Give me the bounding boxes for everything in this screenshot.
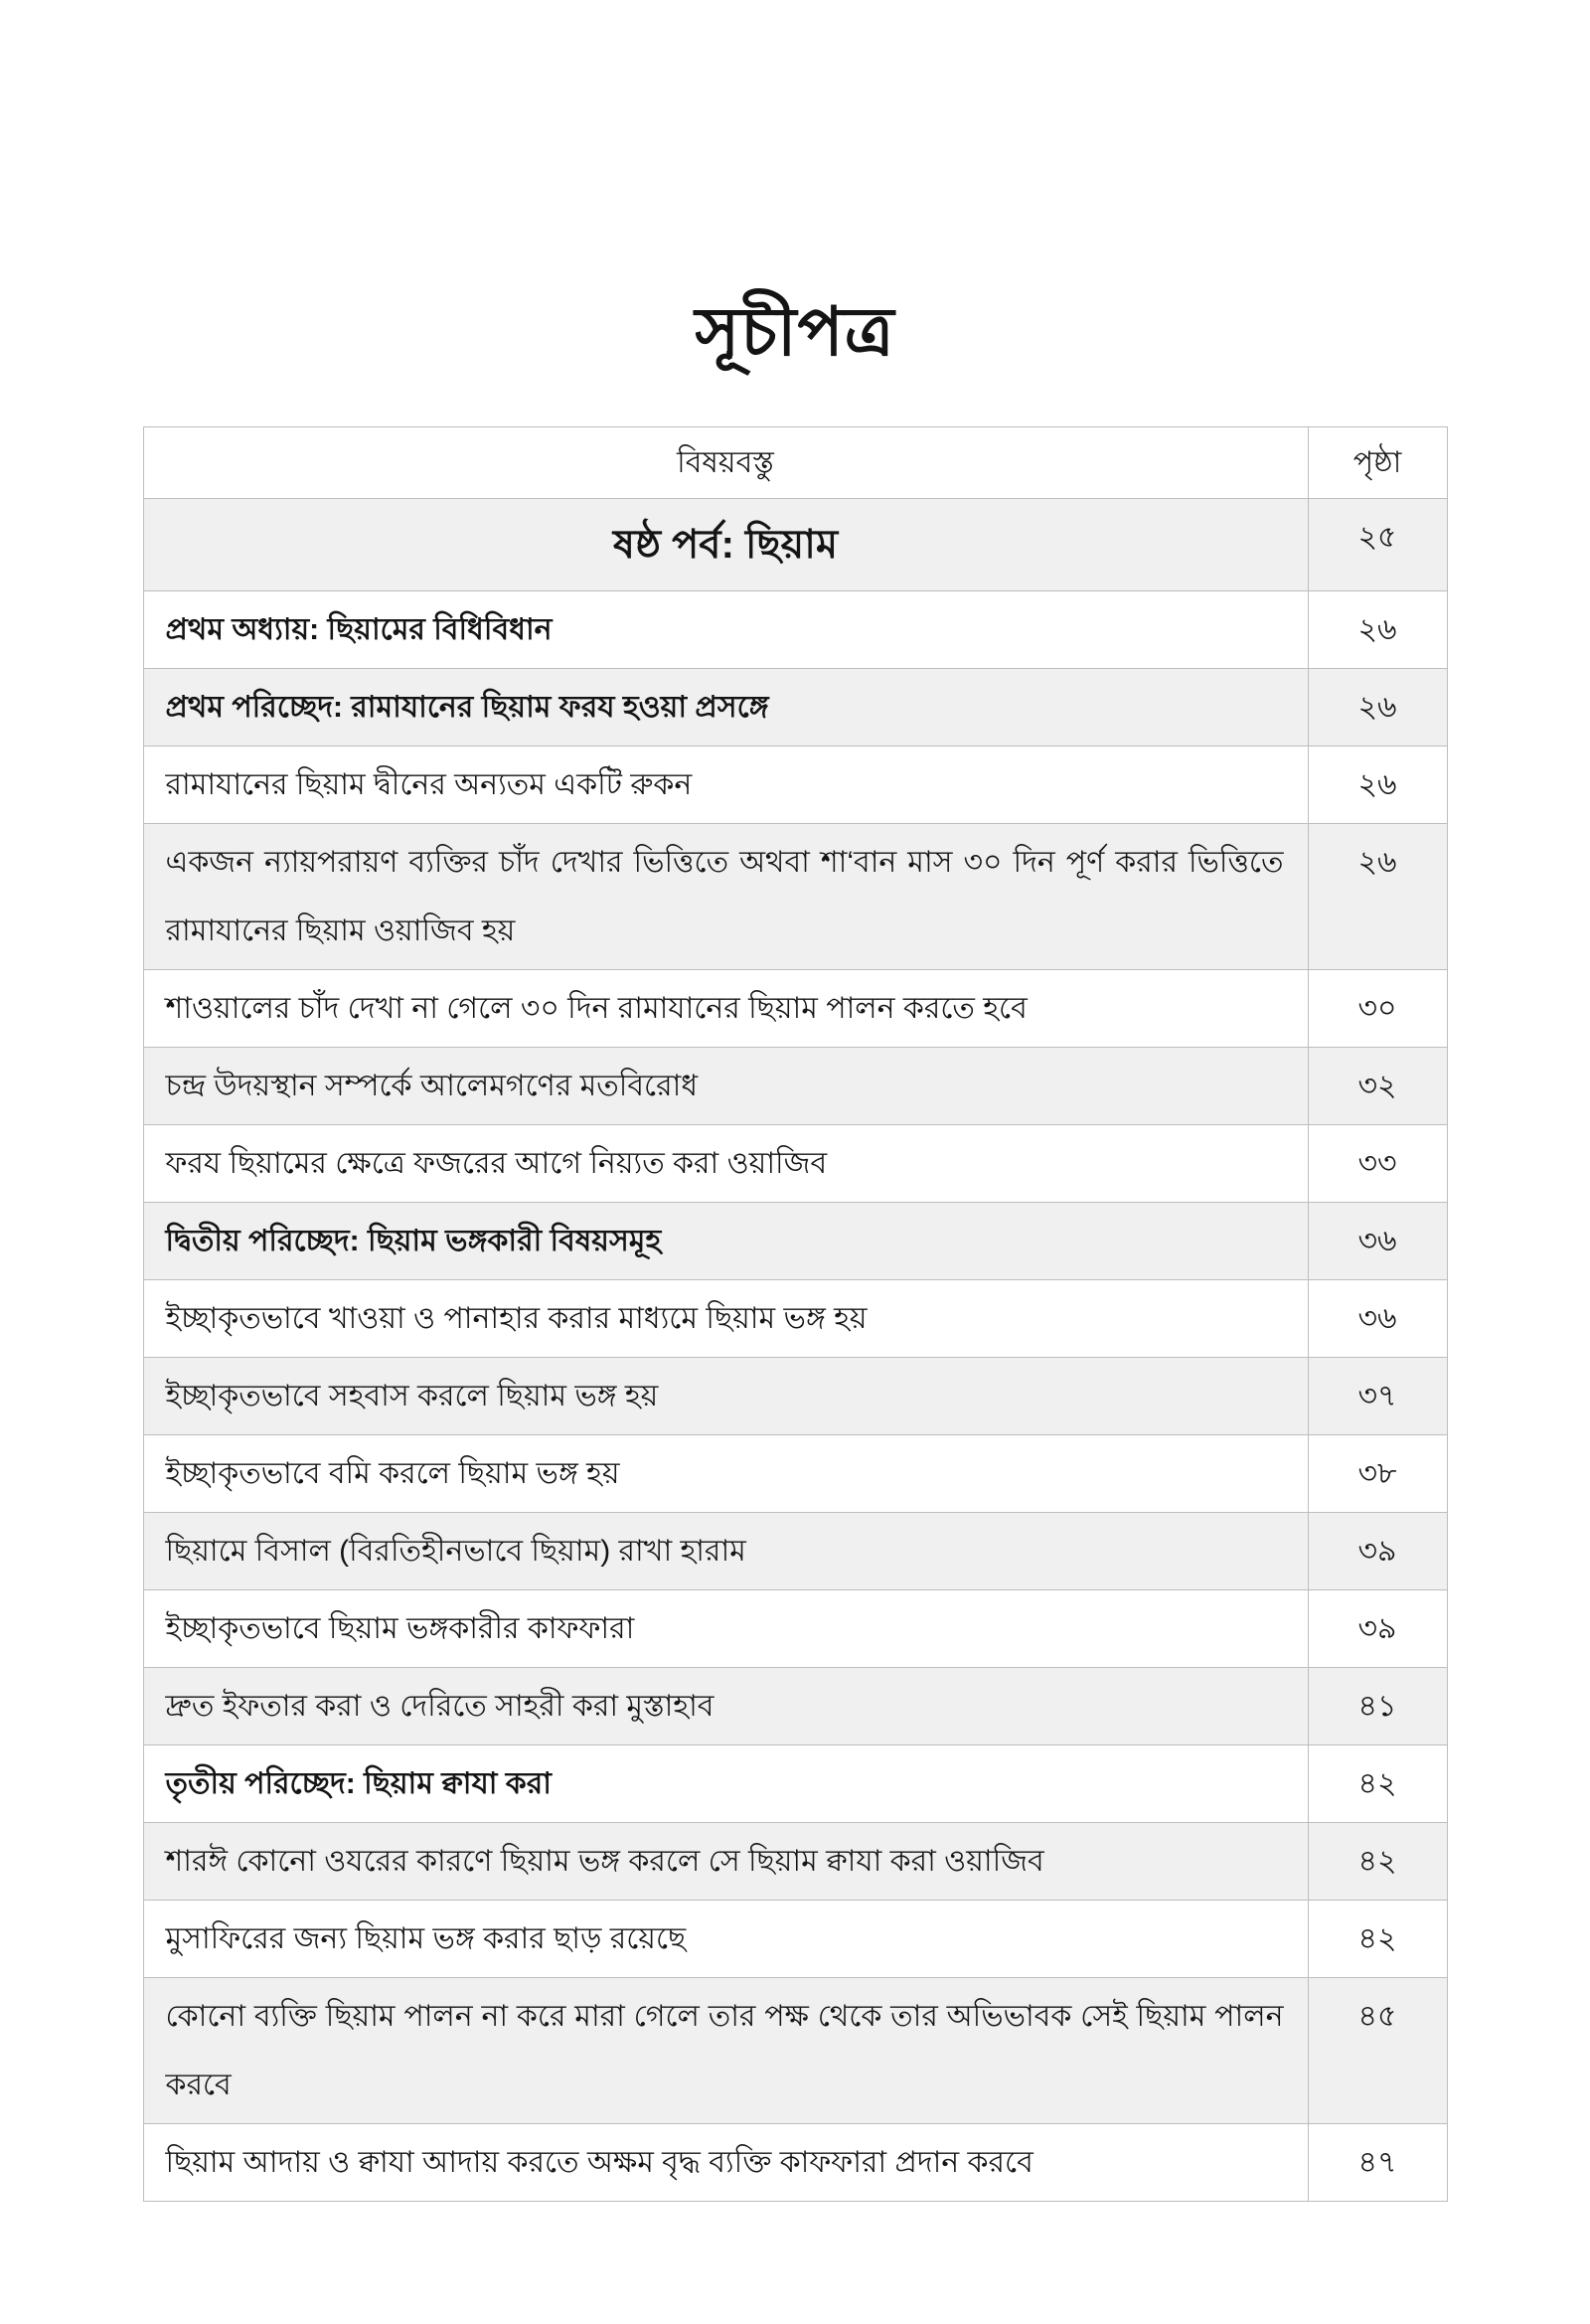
toc-item-text: প্রথম অধ্যায়: ছিয়ামের বিধিবিধান — [143, 591, 1308, 669]
toc-row — [143, 1125, 1447, 1203]
toc-row — [143, 1823, 1447, 1901]
toc-item-text: ফরয ছিয়ামের ক্ষেত্রে ফজরের আগে নিয়্যত করা ওয়াজিব — [143, 1125, 1308, 1203]
toc-table-header — [143, 427, 1447, 499]
toc-page-number: ৪৭ — [1308, 2124, 1447, 2202]
toc-page-number: ৩০ — [1308, 970, 1447, 1048]
toc-page-number: ৪১ — [1308, 1668, 1447, 1745]
column-header-content: বিষয়বস্তু — [143, 427, 1308, 499]
toc-page-number: ৪২ — [1308, 1745, 1447, 1823]
toc-page-number: ২৬ — [1308, 669, 1447, 747]
toc-item-text: ষষ্ঠ পর্ব: ছিয়াম — [143, 499, 1308, 591]
toc-row — [143, 1901, 1447, 1978]
toc-header-row — [143, 427, 1447, 499]
toc-row — [143, 1280, 1447, 1358]
toc-item-text: মুসাফিরের জন্য ছিয়াম ভঙ্গ করার ছাড় রয়েছে — [143, 1901, 1308, 1978]
toc-row — [143, 1668, 1447, 1745]
toc-row — [143, 1048, 1447, 1125]
toc-row — [143, 970, 1447, 1048]
toc-item-text: দ্রুত ইফতার করা ও দেরিতে সাহরী করা মুস্তাহাব — [143, 1668, 1308, 1745]
toc-table-body — [143, 499, 1447, 2202]
toc-item-text: কোনো ব্যক্তি ছিয়াম পালন না করে মারা গেলে তার পক্ষ থেকে তার অভিভাবক সেই ছিয়াম পালন করবে — [143, 1978, 1308, 2124]
toc-row — [143, 747, 1447, 824]
toc-row — [143, 1745, 1447, 1823]
toc-page-number: ৩৯ — [1308, 1513, 1447, 1590]
toc-item-text: ইচ্ছাকৃতভাবে ছিয়াম ভঙ্গকারীর কাফফারা — [143, 1590, 1308, 1668]
toc-item-text: দ্বিতীয় পরিচ্ছেদ: ছিয়াম ভঙ্গকারী বিষয়সমূহ — [143, 1203, 1308, 1280]
toc-page-number: ৩২ — [1308, 1048, 1447, 1125]
toc-row — [143, 824, 1447, 970]
toc-row — [143, 1513, 1447, 1590]
toc-page-number: ২৬ — [1308, 747, 1447, 824]
toc-row — [143, 1590, 1447, 1668]
toc-row — [143, 499, 1447, 591]
toc-item-text: ছিয়াম আদায় ও ক্বাযা আদায় করতে অক্ষম বৃদ্ধ ব্যক্তি কাফফারা প্রদান করবে — [143, 2124, 1308, 2202]
toc-row — [143, 669, 1447, 747]
page-title: সূচীপত্র — [695, 294, 895, 370]
column-header-page: পৃষ্ঠা — [1308, 427, 1447, 499]
toc-item-text: শাওয়ালের চাঁদ দেখা না গেলে ৩০ দিন রামাযানের ছিয়াম পালন করতে হবে — [143, 970, 1308, 1048]
toc-row — [143, 1203, 1447, 1280]
toc-page-number: ৩৯ — [1308, 1590, 1447, 1668]
toc-row — [143, 1978, 1447, 2124]
toc-row — [143, 2124, 1447, 2202]
toc-page-number: ৪২ — [1308, 1901, 1447, 1978]
toc-item-text: চন্দ্র উদয়স্থান সম্পর্কে আলেমগণের মতবিরোধ — [143, 1048, 1308, 1125]
toc-row — [143, 591, 1447, 669]
toc-item-text: ইচ্ছাকৃতভাবে খাওয়া ও পানাহার করার মাধ্যমে ছিয়াম ভঙ্গ হয় — [143, 1280, 1308, 1358]
toc-table — [143, 426, 1448, 2202]
toc-page-number: ৪৫ — [1308, 1978, 1447, 2124]
toc-item-text: একজন ন্যায়পরায়ণ ব্যক্তির চাঁদ দেখার ভিত্তিতে অথবা শা‘বান মাস ৩০ দিন পূর্ণ করার ভিত্তিতে রামাযানের ছিয়াম ওয়াজিব হয় — [143, 824, 1308, 970]
toc-page-number: ৩৭ — [1308, 1358, 1447, 1435]
toc-page-number: ৩৬ — [1308, 1280, 1447, 1358]
toc-page-number: ৩৬ — [1308, 1203, 1447, 1280]
toc-item-text: শারঈ কোনো ওযরের কারণে ছিয়াম ভঙ্গ করলে সে ছিয়াম ক্বাযা করা ওয়াজিব — [143, 1823, 1308, 1901]
toc-page-number: ৪২ — [1308, 1823, 1447, 1901]
toc-row — [143, 1435, 1447, 1513]
toc-item-text: ইচ্ছাকৃতভাবে সহবাস করলে ছিয়াম ভঙ্গ হয় — [143, 1358, 1308, 1435]
toc-page-number: ২৫ — [1308, 499, 1447, 591]
toc-item-text: প্রথম পরিচ্ছেদ: রামাযানের ছিয়াম ফরয হওয়া প্রসঙ্গে — [143, 669, 1308, 747]
toc-item-text: ছিয়ামে বিসাল (বিরতিহীনভাবে ছিয়াম) রাখা হারাম — [143, 1513, 1308, 1590]
toc-page-number: ৩৮ — [1308, 1435, 1447, 1513]
toc-item-text: তৃতীয় পরিচ্ছেদ: ছিয়াম ক্বাযা করা — [143, 1745, 1308, 1823]
toc-page-number: ২৬ — [1308, 824, 1447, 970]
toc-page-number: ২৬ — [1308, 591, 1447, 669]
toc-row — [143, 1358, 1447, 1435]
toc-item-text: রামাযানের ছিয়াম দ্বীনের অন্যতম একটি রুকন — [143, 747, 1308, 824]
toc-item-text: ইচ্ছাকৃতভাবে বমি করলে ছিয়াম ভঙ্গ হয় — [143, 1435, 1308, 1513]
toc-page-number: ৩৩ — [1308, 1125, 1447, 1203]
